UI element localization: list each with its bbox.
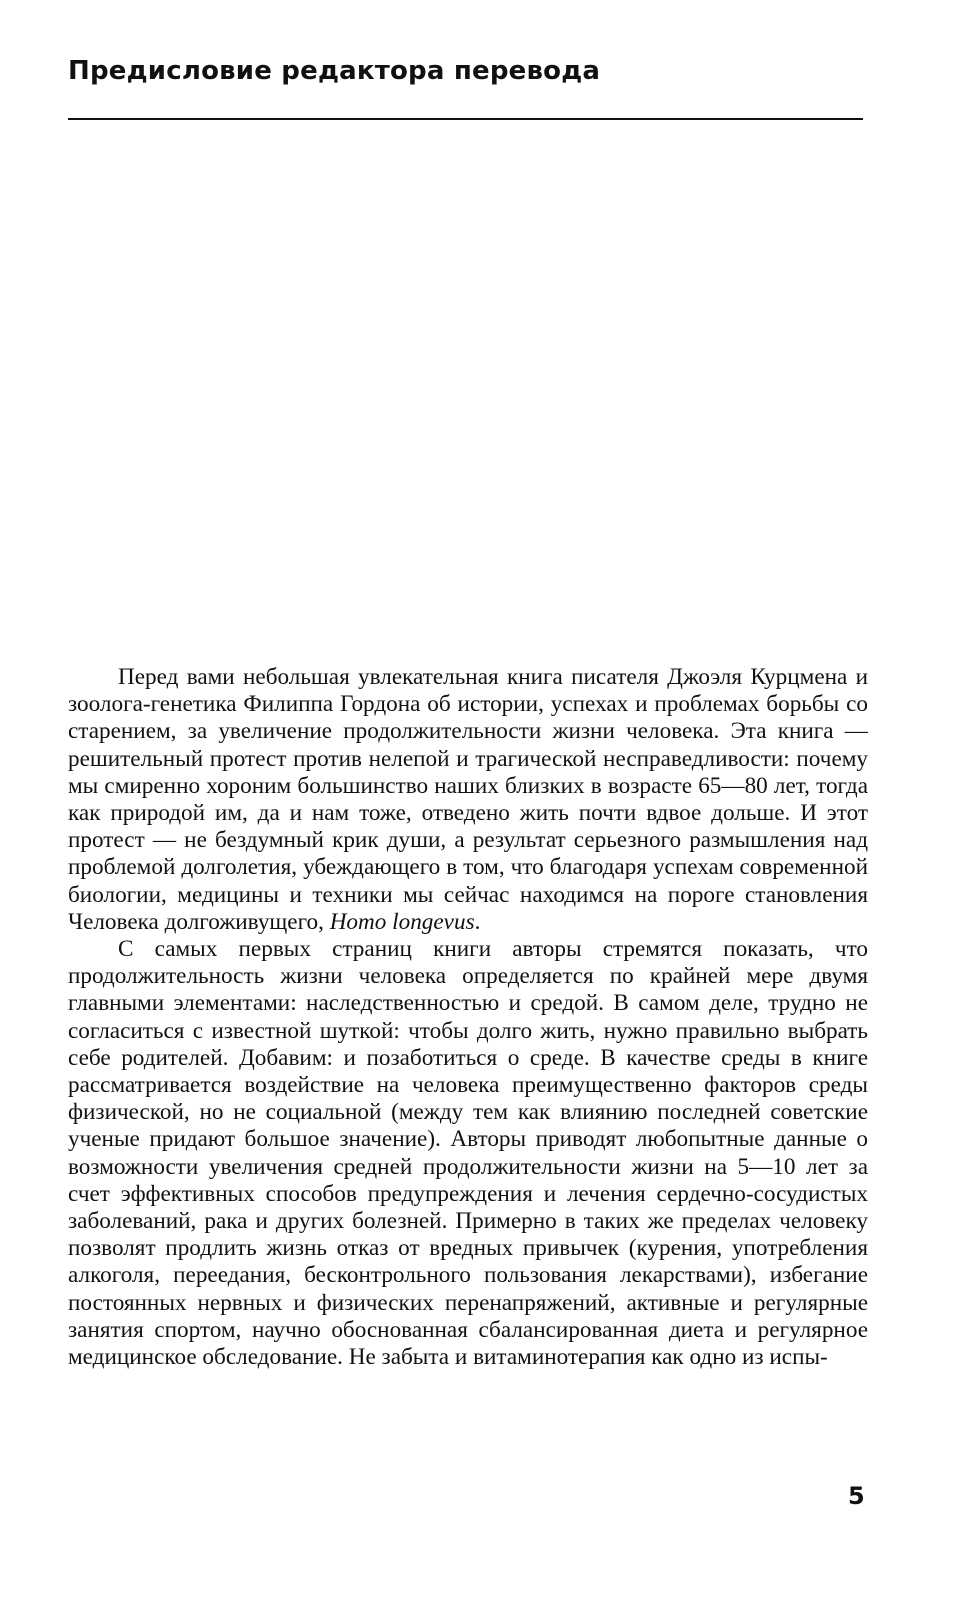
page-number: 5 xyxy=(848,1482,865,1510)
paragraph-1-end: . xyxy=(474,908,481,935)
body-text xyxy=(68,664,868,1371)
paragraph-1-text: Перед вами небольшая увлекательная книга писателя Джоэля Курцмена и зоолога-генетика Филиппа Гордона об истории, успехах и проблемах борьбы со старением, за увеличение продолжительности жизни человека. Эта книга — решительный протест против нелепой и трагической несправедливости: почему мы смиренно хороним большинство наших близких в возрасте 65—80 лет, тогда как природой им, да и нам тоже, отведено жить почти вдвое дольше. И этот протест — не бездумный крик души, а результат серьезного размышления над проблемой долголетия, убеждающего в том, что благодаря успехам современной биологии, медицины и техники мы сейчас находимся на пороге становления Человека долгоживущего, xyxy=(68,664,868,935)
paragraph-1 xyxy=(68,664,868,936)
paragraph-2: С самых первых страниц книги авторы стремятся показать, что продолжительность жизни человека определяется по крайней мере двумя главными элементами: наследственностью и средой. В самом деле, трудно не согласиться с известной шуткой: чтобы долго жить, нужно правильно выбрать себе родителей. Добавим: и позаботиться о среде. В качестве среды в книге рассматривается воздействие на человека преимущественно факторов среды физической, но не социальной (между тем как влиянию последней советские ученые придают большое значение). Авторы приводят любопытные данные о возможности увеличения средней продолжительности жизни на 5—10 лет за счет эффективных способов предупреждения и лечения сердечно-сосудистых заболеваний, рака и других болезней. Примерно в таких же пределах человеку позволят продлить жизнь отказ от вредных привычек (курения, употребления алкоголя, переедания, бесконтрольного пользования лекарствами), избегание постоянных нервных и физических перенапряжений, активные и регулярные занятия спортом, научно обоснованная сбалансированная диета и регулярное медицинское обследование. Не забыта и витаминотерапия как одно из испы- xyxy=(68,936,868,1371)
chapter-heading: Предисловие редактора перевода xyxy=(68,56,601,86)
heading-divider xyxy=(68,118,863,120)
latin-term: Homo longevus xyxy=(329,908,475,935)
